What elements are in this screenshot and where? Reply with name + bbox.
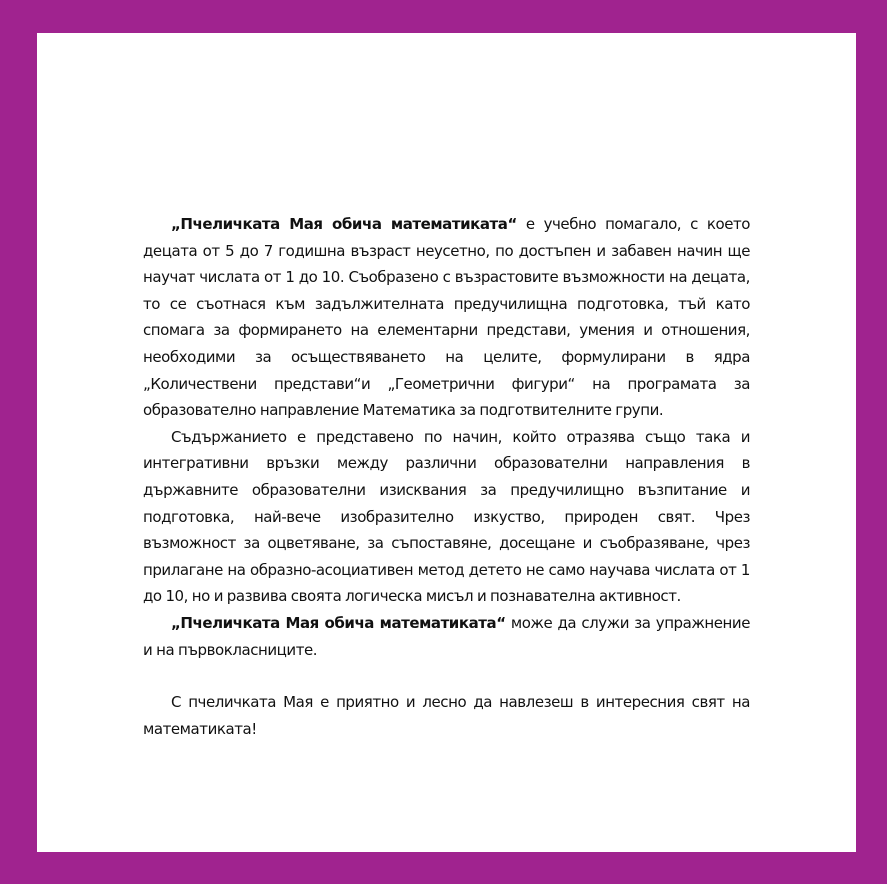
intro-paragraph [143,211,750,424]
first-graders-paragraph-text: може да служи за упражнение и на първокласниците. [143,613,750,659]
page [37,33,856,852]
closing-paragraph-text: С пчеличката Мая е приятно и лесно да навлезеш в интересния свят на математиката! [143,693,750,738]
book-title-bold: „Пчеличката Мая обича математиката“ [171,215,517,233]
content-paragraph [143,424,750,610]
content-paragraph-text: Съдържанието е представено по начин, който отразява също така и интегративни връзки между различни образователни направления в държавните образователни изисквания за предучилищно възпитание и подготовка, най-вече изобразително изкуство, природен свят. Чрез възможност за оцветяване, за съпоставяне, досещане и съобразяване, чрез прилагане на образно-асоциативен метод детето не само научава числата от 1 до 10, но и развива своята логическа мисъл и познавателна активност. [143,427,750,606]
text-block [143,211,750,742]
closing-paragraph [143,689,750,742]
book-title-bold-repeat: „Пчеличката Мая обича математиката“ [171,613,506,632]
intro-paragraph-text: е учебно помагало, с което децата от 5 до 7 годишна възраст неусетно, по достъпен и забавен начин ще научат числата от 1 до 10. Съобразено с възрастовите възможности на децата, то се съотнася към задължителната предучилищна подготовка, тъй като спомага за формирането на елементарни представи, умения и отношения, необходими за осъществяването на целите, формулирани в ядра „Количествени представи“и „Геометрични фигури“ на програмата за образователно направление Математика за подготвителните групи. [143,215,750,420]
first-graders-paragraph [143,610,750,663]
paragraph-spacer [143,663,750,689]
